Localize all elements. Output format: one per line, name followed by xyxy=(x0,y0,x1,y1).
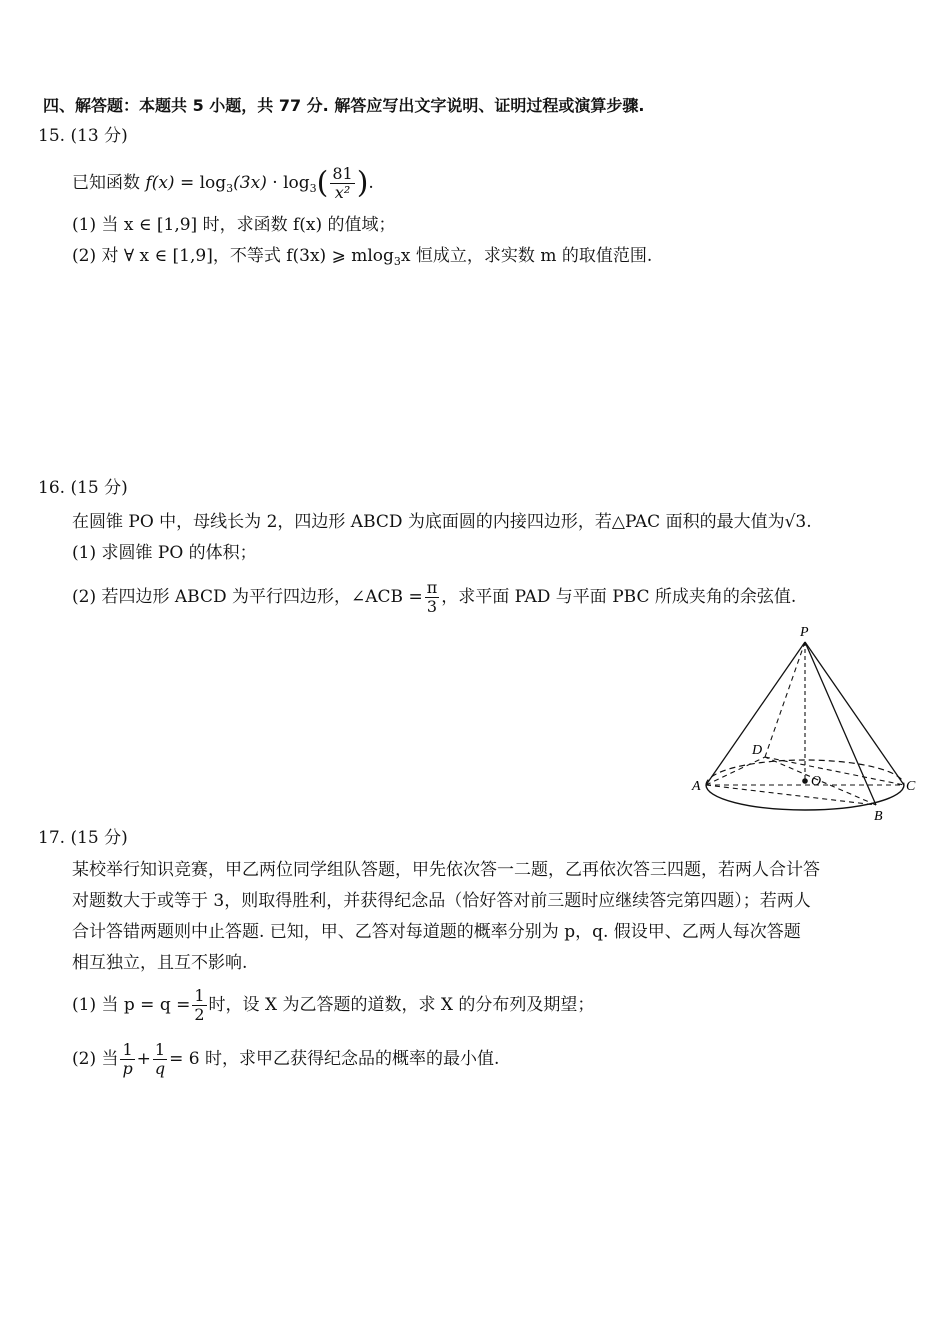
q17-part2-plus: + xyxy=(136,1049,151,1069)
q16-part2-den: 3 xyxy=(426,597,438,616)
q16-part2-num: π xyxy=(426,578,438,597)
q15-base2: 3 xyxy=(309,182,317,195)
q15-fraction xyxy=(330,165,354,202)
q17-part2-num1: 1 xyxy=(122,1040,133,1059)
q15-stem xyxy=(72,165,374,204)
q17-stem-line-1: 某校举行知识竞赛，甲乙两位同学组队答题，甲先依次答一二题，乙再依次答三四题，若两人合计答 xyxy=(72,860,820,880)
q17-part1-den: 2 xyxy=(194,1005,205,1024)
edge-PD xyxy=(765,642,805,757)
q16-part1: (1) 求圆锥 PO 的体积； xyxy=(72,543,257,563)
q15-part2-base: 3 xyxy=(393,255,401,268)
q15-number: 15. (13 分) xyxy=(38,126,128,146)
q15-intro: 已知函数 xyxy=(72,173,140,193)
q15-part2 xyxy=(72,244,652,274)
q17-part1-suffix: 时，设 X 为乙答题的道数，求 X 的分布列及期望； xyxy=(208,995,595,1015)
q15-dot: · xyxy=(272,173,284,193)
q16-number: 16. (15 分) xyxy=(38,478,128,498)
q15-frac-num: 81 xyxy=(332,164,353,183)
q17-stem-line-2: 对题数大于或等于 3，则取得胜利，并获得纪念品（恰好答对前三题时应继续答完第四题）；若两人 xyxy=(72,891,811,911)
q17-part2-suffix: = 6 时，求甲乙获得纪念品的概率的最小值. xyxy=(169,1049,500,1069)
label-C: C xyxy=(906,779,916,794)
q15-base1: 3 xyxy=(226,182,234,195)
q17-part2-prefix: (2) 当 xyxy=(72,1049,119,1069)
q15-function-lhs: f(x) = xyxy=(145,173,200,193)
q17-part1-fraction xyxy=(192,987,206,1024)
q17-part1 xyxy=(72,986,594,1024)
point-O xyxy=(802,778,808,784)
label-O: O xyxy=(811,774,822,789)
q15-log1: log xyxy=(199,173,227,193)
q16-part2-fraction xyxy=(425,579,440,616)
q15-arg1: (3x) xyxy=(233,173,267,193)
q15-right-paren: ) xyxy=(356,165,369,201)
q17-stem-line-4: 相互独立，且互不影响. xyxy=(72,953,248,973)
q17-part2-fraction-2 xyxy=(153,1041,167,1078)
q17-number: 17. (15 分) xyxy=(38,828,128,848)
label-A: A xyxy=(692,779,701,794)
label-B: B xyxy=(874,809,883,824)
q17-part2-den1: p xyxy=(122,1059,133,1078)
segment-AD xyxy=(706,757,765,785)
edge-PA xyxy=(706,642,805,785)
q16-stem: 在圆锥 PO 中，母线长为 2，四边形 ABCD 为底面圆的内接四边形，若△PAC 面积的最大值为√3. xyxy=(72,512,812,532)
q17-part2-den2: q xyxy=(154,1059,166,1078)
q17-part2-num2: 1 xyxy=(154,1040,166,1059)
q17-part1-num: 1 xyxy=(194,986,205,1005)
q15-part2-prefix: (2) 对 ∀ x ∈ [1,9]，不等式 f(3x) ⩾ mlog xyxy=(72,246,394,266)
label-D: D xyxy=(752,743,763,758)
q15-log2: log xyxy=(283,173,310,193)
q16-part2 xyxy=(72,578,796,616)
q15-left-paren: ( xyxy=(316,165,329,201)
q17-stem-line-3: 合计答错两题则中止答题. 已知，甲、乙答对每道题的概率分别为 p，q. 假设甲、乙两人每次答题 xyxy=(72,922,801,942)
q15-end: . xyxy=(368,173,374,193)
q17-part2-fraction-1 xyxy=(120,1041,134,1078)
section-header: 四、解答题：本题共 5 小题，共 77 分. 解答应写出文字说明、证明过程或演算步骤. xyxy=(43,96,645,115)
q15-frac-den: x² xyxy=(334,183,351,202)
q15-part1: (1) 当 x ∈ [1,9] 时，求函数 f(x) 的值域； xyxy=(72,215,396,235)
q16-part2-suffix: ，求平面 PAD 与平面 PBC 所成夹角的余弦值. xyxy=(441,587,797,607)
q17-part2 xyxy=(72,1040,499,1078)
q17-part1-prefix: (1) 当 p = q = xyxy=(72,995,191,1015)
cone-figure xyxy=(680,620,920,830)
q16-part2-prefix: (2) 若四边形 ABCD 为平行四边形，∠ACB = xyxy=(72,587,423,607)
q15-part2-suffix: x 恒成立，求实数 m 的取值范围. xyxy=(400,246,653,266)
label-P: P xyxy=(800,625,809,640)
